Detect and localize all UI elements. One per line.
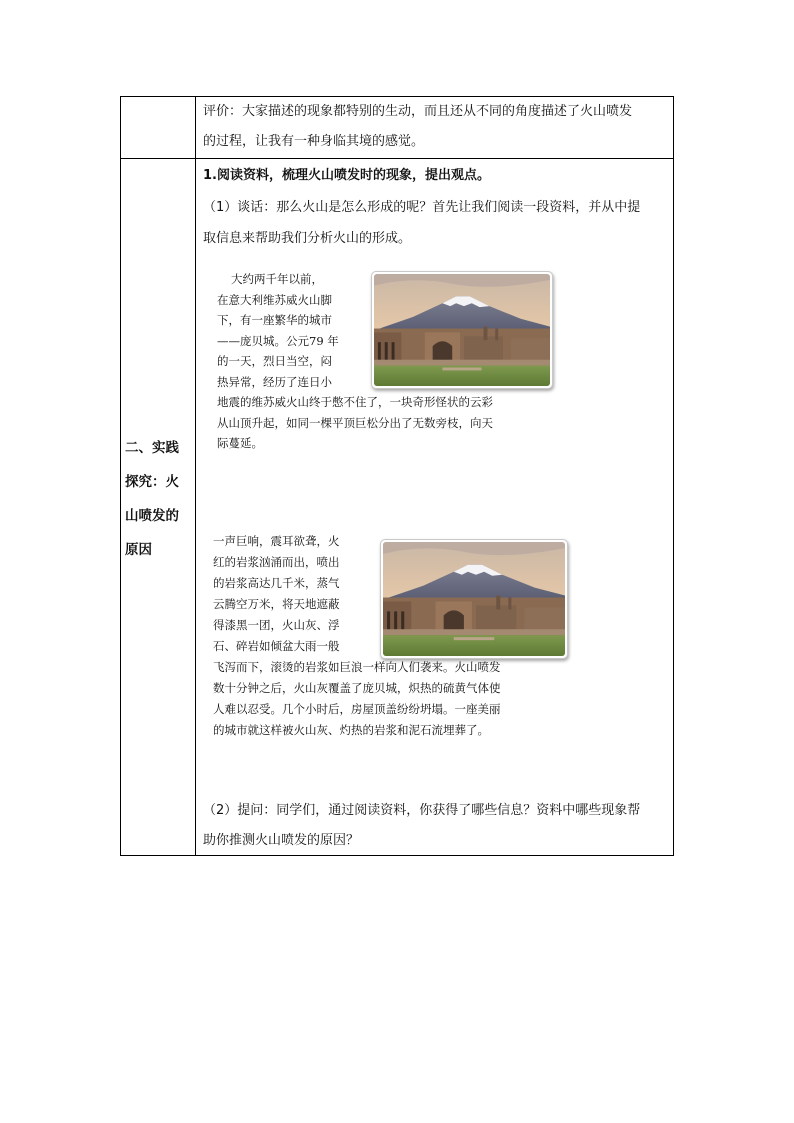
lesson-table (120, 96, 674, 856)
passage-2-line: 石、碎岩如倾盆大雨一般 (213, 639, 340, 653)
row-divider (121, 158, 673, 159)
passage-1-line: 大约两千年以前， (231, 272, 323, 286)
passage-2-line: 的岩浆高达几千米，蒸气 (213, 576, 340, 590)
passage-1-line: 的一天，烈日当空，闷 (217, 354, 332, 368)
section-label-line-3: 山喷发的 (125, 508, 179, 524)
passage-2-line: 一声巨响，震耳欲聋，火 (213, 534, 340, 548)
vesuvius-pompeii-photo-1 (371, 271, 553, 389)
passage-2-line: 得漆黑一团，火山灰、浮 (213, 618, 340, 632)
passage-1-line: 从山顶升起，如同一棵平顶巨松分出了无数旁枝，向天 (217, 416, 493, 430)
passage-2-line: 的城市就这样被火山灰、灼热的岩浆和泥石流埋葬了。 (213, 723, 489, 737)
section-label-line-1: 二、实践 (125, 440, 179, 456)
question-line-2: 助你推测火山喷发的原因？ (203, 833, 360, 848)
talk-line-1: （1）谈话：那么火山是怎么形成的呢？首先让我们阅读一段资料，并从中提 (203, 200, 641, 215)
passage-2-line: 数十分钟之后，火山灰覆盖了庞贝城，炽热的硫黄气体使 (213, 681, 501, 695)
evaluation-line-2: 的过程，让我有一种身临其境的感觉。 (203, 134, 425, 149)
passage-1-line: 际蔓延。 (217, 436, 263, 450)
passage-2-line: 人难以忍受。几个小时后，房屋顶盖纷纷坍塌。一座美丽 (213, 702, 501, 716)
passage-1-line: ——庞贝城。公元79 年 (217, 334, 339, 348)
vesuvius-pompeii-photo-2 (380, 539, 568, 659)
talk-line-2: 取信息来帮助我们分析火山的形成。 (203, 231, 412, 246)
passage-1-line: 热异常，经历了连日小 (217, 375, 332, 389)
evaluation-line-1: 评价：大家描述的现象都特别的生动，而且还从不同的角度描述了火山喷发 (203, 104, 633, 119)
passage-1-line: 下，有一座繁华的城市 (217, 313, 332, 327)
passage-2-line: 红的岩浆汹涌而出，喷出 (213, 555, 340, 569)
section-label-line-4: 原因 (125, 542, 152, 558)
activity-heading: 1.阅读资料，梳理火山喷发时的现象，提出观点。 (203, 168, 490, 183)
passage-2-line: 飞泻而下，滚烫的岩浆如巨浪一样向人们袭来。火山喷发 (213, 660, 501, 674)
passage-2-line: 云腾空万米，将天地遮蔽 (213, 597, 340, 611)
column-divider (195, 97, 196, 855)
section-label-line-2: 探究：火 (125, 474, 179, 490)
question-line-1: （2）提问：同学们，通过阅读资料，你获得了哪些信息？资料中哪些现象帮 (203, 803, 641, 818)
passage-1-line: 地震的维苏威火山终于憋不住了，一块奇形怪状的云彩 (217, 395, 493, 409)
passage-1-line: 在意大利维苏威火山脚 (217, 293, 332, 307)
